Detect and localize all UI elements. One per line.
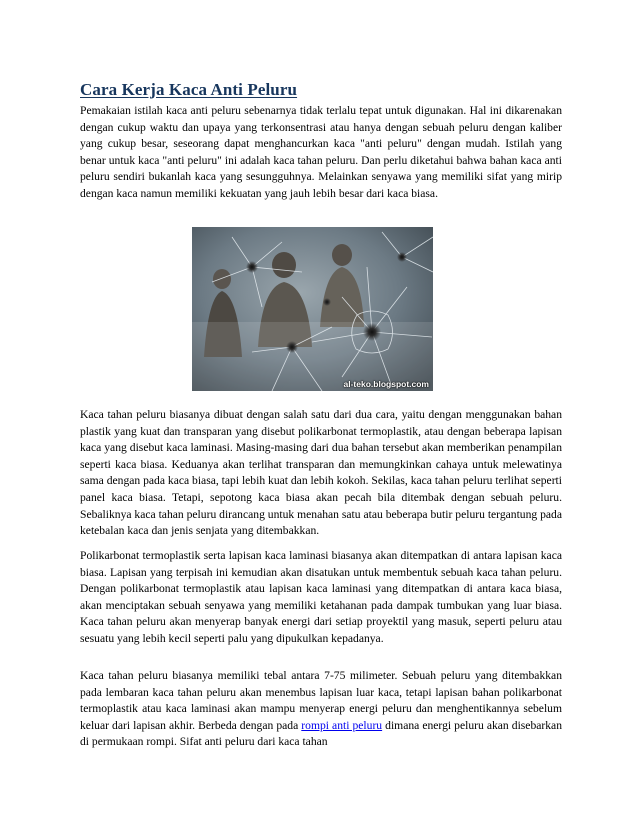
paragraph-4-text-end: dimana energi peluru akan disebarkan di permukaan rompi. Sifat anti peluru dari kaca tahan	[80, 718, 562, 749]
bullet-holes-illustration	[192, 227, 433, 391]
paragraph-3: Polikarbonat termoplastik serta lapisan kaca laminasi biasanya akan ditempatkan di antara lapisan kaca biasa. Lapisan yang terpisah ini kemudian akan disatukan untuk membentuk sebuah kaca tahan peluru. Dengan polikarbonat termoplastik atau lapisan kaca laminasi yang ditempatkan di antara kaca biasa, akan menciptakan sebuah senyawa yang memiliki ketahanan pada dampak tumbukan yang luar biasa. Kaca tahan peluru akan menyerap banyak energi dari setiap proyektil yang masuk, seperti peluru atau sesuatu yang lebih kecil seperti palu yang dipukulkan kepadanya.	[80, 549, 562, 645]
rompi-anti-peluru-link[interactable]: rompi anti peluru	[301, 718, 383, 732]
paragraph-2: Kaca tahan peluru biasanya dibuat dengan salah satu dari dua cara, yaitu dengan menggunakan bahan plastik yang kuat dan transparan yang disebut polikarbonat termoplastik, atau dengan beberapa lapisan kaca yang disebut kaca laminasi. Masing-masing dari dua bahan tersebut akan memberikan penampilan seperti kaca biasa. Keduanya akan terlihat transparan dan memungkinkan cahaya untuk melewatinya sama dengan pada kaca biasa, tapi lebih kuat dan lebih kokoh. Sekilas, kaca tahan peluru terlihat seperti panel kaca biasa. Tetapi, sepotong kaca biasa akan pecah bila ditembak dengan sebuah peluru. Sebaliknya kaca tahan peluru dirancang untuk menahan satu atau beberapa butir peluru tergantung pada ketebalan kaca dan jenis senjata yang ditembakkan.	[80, 408, 562, 538]
paragraph-4	[80, 668, 562, 751]
paragraph-4-text-start: Kaca tahan peluru biasanya memiliki tebal antara 7-75 milimeter. Sebuah peluru yang ditembakkan pada lembaran kaca tahan peluru akan menembus lapisan luar kaca, tetapi lapisan bahan polikarbonat termoplastik atau kaca laminasi akan mampu menyerap energi peluru dan menghentikannya sebelum keluar dari lapisan akhir. Berbeda dengan pada	[80, 669, 562, 732]
paragraph-1: Pemakaian istilah kaca anti peluru sebenarnya tidak terlalu tepat untuk digunakan. Hal ini dikarenakan dengan cukup waktu dan upaya yang terkonsentrasi atau hanya dengan sebuah peluru dengan kaliber yang cukup besar, seseorang dapat menghancurkan kaca "anti peluru" dengan mudah. Istilah yang benar untuk kaca "anti peluru" ini adalah kaca tahan peluru. Dan perlu diketahui bahwa bahan kaca anti peluru sendiri bukanlah kaca yang sesungguhnya. Melainkan senyawa yang memiliki sifat yang mirip dengan kaca namun memiliki kekuatan yang jauh lebih besar dari kaca biasa.	[80, 104, 562, 200]
article-title: Cara Kerja Kaca Anti Peluru	[80, 80, 298, 99]
image-watermark: al-teko.blogspot.com	[343, 379, 429, 389]
shattered-glass-photo	[192, 227, 433, 391]
